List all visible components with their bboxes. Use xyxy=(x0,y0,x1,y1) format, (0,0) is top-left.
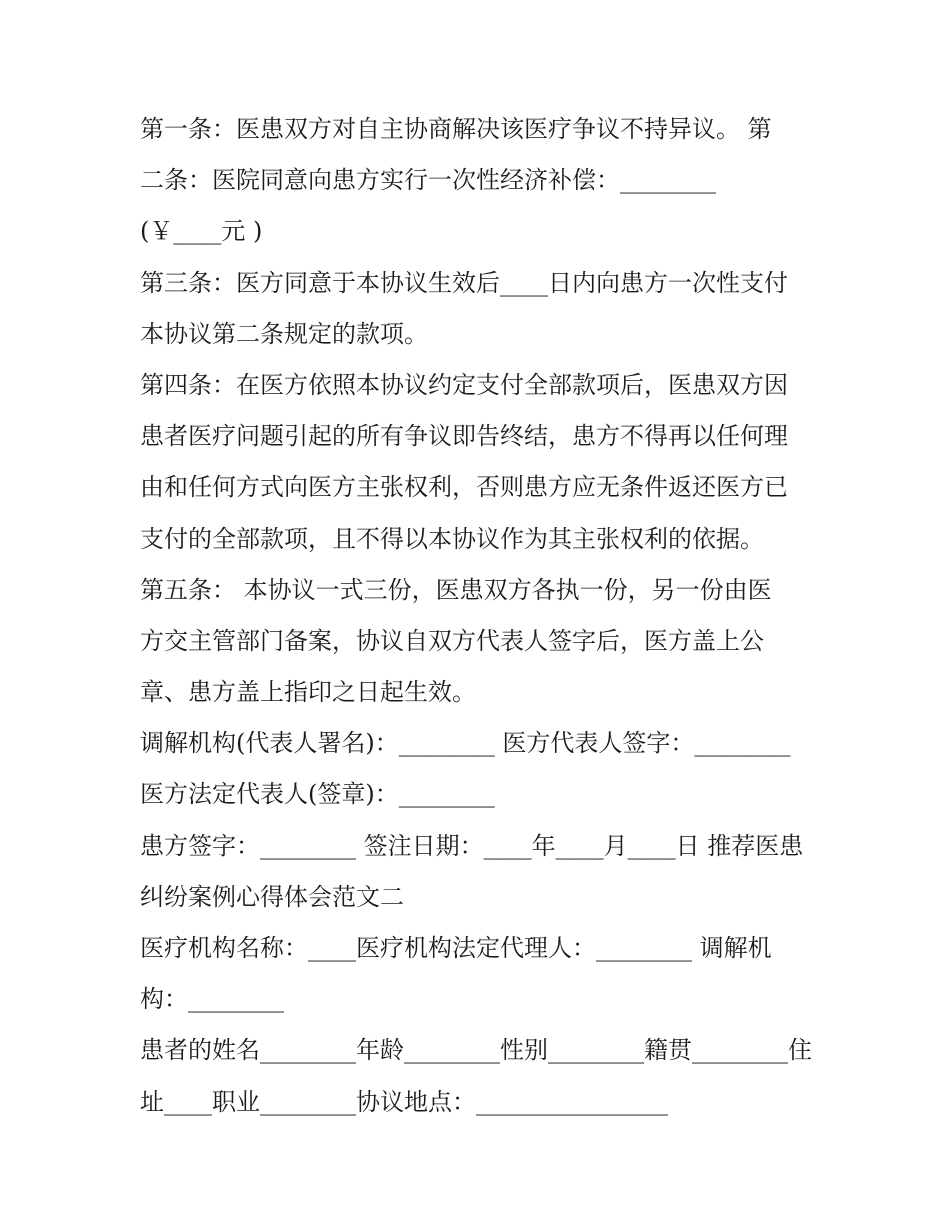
text-line: 纠纷案例心得体会范文二 xyxy=(140,882,404,911)
text-line: 由和任何方式向医方主张权利，否则患方应无条件返还医方已 xyxy=(140,473,788,502)
document-body xyxy=(140,104,820,1128)
text-line: 第一条：医患双方对自主协商解决该医疗争议不持异议。 第 xyxy=(140,115,772,143)
text-line: 医疗机构名称：____医疗机构法定代理人：________ 调解机 xyxy=(140,934,772,962)
text-line: 患方签字：________ 签注日期：____年____月____日 推荐医患 xyxy=(140,831,804,860)
text-line: 二条：医院同意向患方实行一次性经济补偿：________ xyxy=(140,166,716,195)
text-line: 第四条：在医方依照本协议约定支付全部款项后，医患双方因 xyxy=(140,370,788,399)
text-line: 调解机构(代表人署名)：________ 医方代表人签字：________ xyxy=(140,729,791,758)
text-line: 方交主管部门备案，协议自双方代表人签字后，医方盖上公 xyxy=(140,626,764,655)
text-line: 第三条：医方同意于本协议生效后____日内向患方一次性支付 xyxy=(140,268,788,297)
text-line: 第五条： 本协议一式三份，医患双方各执一份，另一份由医 xyxy=(140,575,772,604)
text-line: 支付的全部款项，且不得以本协议作为其主张权利的依据。 xyxy=(140,524,764,553)
text-line: 医方法定代表人(签章)：________ xyxy=(140,780,495,809)
text-line: 址____职业________协议地点：________________ xyxy=(140,1087,668,1116)
text-line: 章、患方盖上指印之日起生效。 xyxy=(140,678,476,707)
text-line: 构：________ xyxy=(140,985,284,1014)
text-line: 患者的姓名________年龄________性别________籍贯________住 xyxy=(140,1036,812,1065)
text-line: (￥____元 ) xyxy=(140,217,263,246)
text-line: 患者医疗问题引起的所有争议即告终结，患方不得再以任何理 xyxy=(140,422,788,451)
text-line: 本协议第二条规定的款项。 xyxy=(140,319,428,348)
